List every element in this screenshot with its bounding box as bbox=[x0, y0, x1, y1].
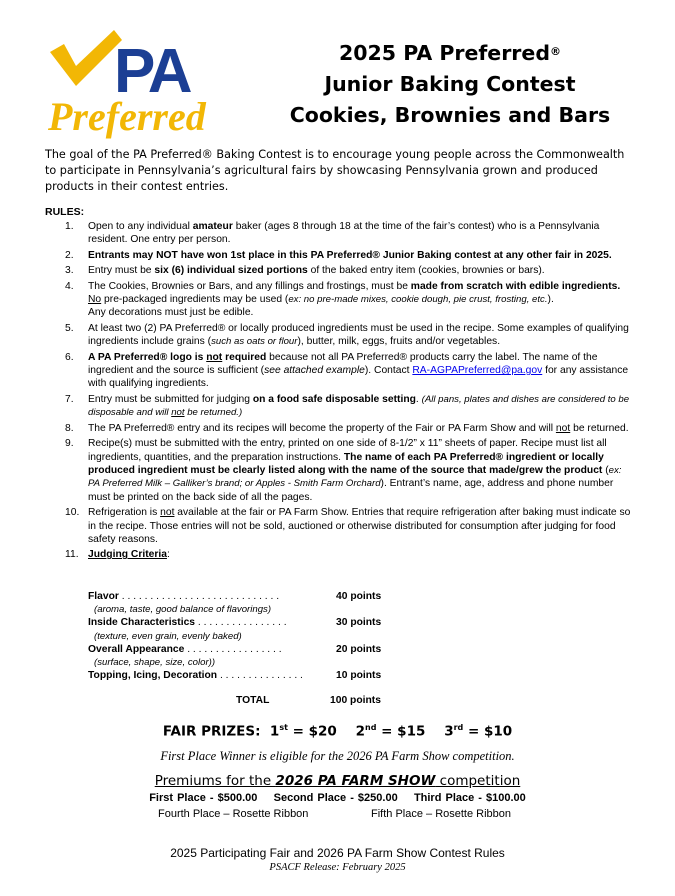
intro-paragraph: The goal of the PA Preferred® Baking Contest is to encourage young people across the Commonwealth to participate in Pennsylvania’s agricultural fairs by showcasing Pennsylvania grown and produced products in their contest entries. bbox=[45, 148, 625, 193]
rule-4: 4. The Cookies, Brownies or Bars, and any fillings and frostings, must be made from scratch with edible ingredients. No pre-packaged ingredients may be used (ex: no pre-made mixes, cookie dough, pie crust, frosting, etc.). Any decorations must just be edible. bbox=[65, 280, 621, 319]
title-line-1: 2025 PA Preferred bbox=[339, 41, 550, 65]
registered-mark: ® bbox=[550, 45, 561, 58]
rule-10: 10. Refrigeration is not available at the fair or PA Farm Show. Entries that require refrigeration after baking must indicate so in the recipe. Those entries will not be sold, auctioned or otherwise distributed for consumption after judging for food safety reasons. bbox=[65, 507, 631, 545]
rule-8: 8. The PA Preferred® entry and its recipes will become the property of the Fair or PA Farm Show and will not be returned. bbox=[65, 422, 629, 434]
rules-list bbox=[45, 220, 633, 564]
fair-prizes: FAIR PRIZES: 1st = $20 2nd = $15 3rd = $10 bbox=[162, 723, 513, 740]
criterion-row: Inside Characteristics . . . . . . . . . . . . . . . . 30 points bbox=[88, 617, 382, 629]
page-title bbox=[260, 38, 640, 131]
premium-fifth: Fifth Place – Rosette Ribbon bbox=[371, 808, 512, 820]
contact-email-link[interactable]: RA-AGPAPreferred@pa.gov bbox=[412, 365, 543, 377]
rule-9: 9. Recipe(s) must be submitted with the entry, printed on one side of 8-1/2” x 11” sheets of paper. Recipe must list all ingredients, quantities, and the preparation instructions. The name of each PA Preferred® ingredient or locally produced ingredient must be clearly listed along with the name of the source that made/grew the product (ex: PA Preferred Milk – Galliker’s brand; or Apples - Smith Farm Orchard). Entrant’s name, age, address and phone number must be printed on the back side of all the pages. bbox=[65, 438, 622, 503]
rule-1: 1. Open to any individual amateur baker (ages 8 through 18 at the time of the fair’s contest) who is a Pennsylvania resident. One entry per person. bbox=[65, 221, 600, 246]
criterion-note: (texture, even grain, evenly baked) bbox=[94, 630, 242, 642]
criterion-note: (aroma, taste, good balance of flavorings) bbox=[94, 604, 272, 616]
logo-checkmark bbox=[50, 30, 122, 86]
logo-pa-text: PA bbox=[114, 37, 190, 106]
premium-fourth: Fourth Place – Rosette Ribbon bbox=[158, 808, 309, 820]
rule-5: 5. At least two (2) PA Preferred® or locally produced ingredients must be used in the recipe. Some examples of qualifying ingredients include grains (such as oats or flour), butter, milk, eggs, fruits and/or vegetables. bbox=[65, 322, 629, 348]
logo-preferred-text: Preferred bbox=[48, 94, 206, 139]
criterion-note: (surface, shape, size, color)) bbox=[94, 657, 216, 669]
rule-3: 3. Entry must be six (6) individual sized portions of the baked entry item (cookies, brownies or bars). bbox=[65, 265, 545, 277]
criterion-row: Topping, Icing, Decoration . . . . . . . . . . . . . . . 10 points bbox=[88, 670, 382, 682]
criterion-row: Overall Appearance . . . . . . . . . . . . . . . . . 20 points bbox=[88, 643, 382, 655]
criterion-row: Flavor . . . . . . . . . . . . . . . . . . . . . . . . . . . . 40 points bbox=[88, 591, 382, 602]
premiums-title: Premiums for the 2026 PA FARM SHOW competition bbox=[154, 773, 521, 789]
judging-criteria-table bbox=[88, 590, 428, 683]
rule-11: 11. Judging Criteria: bbox=[65, 549, 170, 561]
footer-title: 2025 Participating Fair and 2026 PA Farm Show Contest Rules bbox=[170, 846, 505, 860]
pa-preferred-logo bbox=[44, 30, 214, 140]
rule-2: 2. Entrants may NOT have won 1st place in this PA Preferred® Junior Baking contest at any other fair in 2025. bbox=[65, 249, 612, 261]
rules-header: RULES: bbox=[45, 206, 85, 218]
release-date: PSACF Release: February 2025 bbox=[269, 862, 406, 873]
title-line-3: Cookies, Brownies and Bars bbox=[289, 103, 611, 127]
title-line-2: Junior Baking Contest bbox=[324, 72, 576, 96]
farm-show-eligibility-note: First Place Winner is eligible for the 2026 PA Farm Show competition. bbox=[160, 749, 515, 763]
premiums-top-three: First Place - $500.00 Second Place - $250.00 Third Place - $100.00 bbox=[149, 792, 526, 804]
total-row: TOTAL 100 points bbox=[236, 695, 381, 706]
rule-6: 6. A PA Preferred® logo is not required because not all PA Preferred® products carry the label. The name of the ingredient and the source is sufficient (see attached example). Contact RA-AGPAPreferred@pa.gov for any assistance with qualifying ingredients. bbox=[65, 351, 629, 390]
rule-7: 7. Entry must be submitted for judging on a food safe disposable setting. (All pans, plates and dishes are considered to be disposable and will not be returned.) bbox=[65, 393, 630, 419]
